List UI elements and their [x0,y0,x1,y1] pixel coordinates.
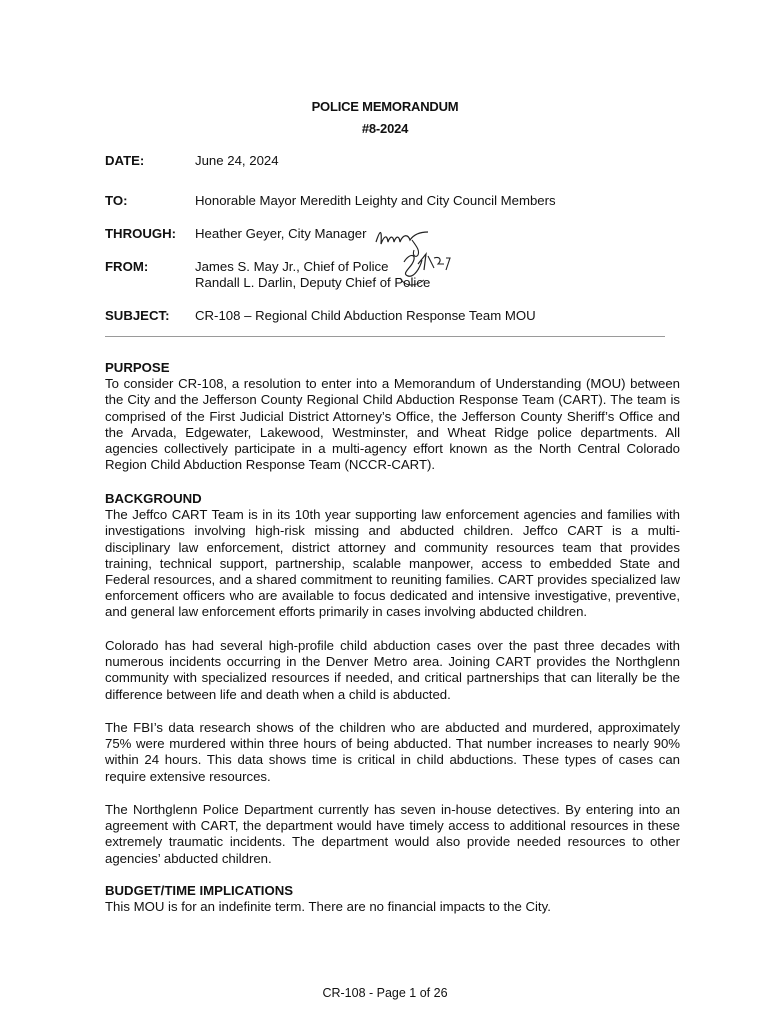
background-section-3 [105,720,680,785]
date-label: DATE: [105,153,145,168]
page-footer: CR-108 - Page 1 of 26 [322,986,448,1000]
subject-value: CR-108 – Regional Child Abduction Response Team MOU [195,308,536,323]
background-section-2 [105,638,680,703]
purpose-heading: PURPOSE [105,360,170,375]
purpose-section [105,360,680,473]
budget-text: This MOU is for an indefinite term. There are no financial impacts to the City. [105,899,551,915]
background-heading: BACKGROUND [105,491,202,506]
through-label: THROUGH: [105,226,177,241]
purpose-text: To consider CR-108, a resolution to enter into a Memorandum of Understanding (MOU) between the City and the Jefferson County Regional Child Abduction Response Team (CART). The team is comprised of the First Judicial District Attorney’s Office, the Jefferson County Sheriff’s Office and the Arvada, Edgewater, Lakewood, Westminster, and Wheat Ridge police departments. All agencies collectively participate in a multi-agency effort known as the North Central Colorado Region Child Abduction Response Team (NCCR-CART). [105,376,680,473]
to-label: TO: [105,193,128,208]
header-divider [105,336,665,337]
from-line-chief: James S. May Jr., Chief of Police [195,259,389,274]
background-paragraph: The Northglenn Police Department currently has seven in-house detectives. By entering into an agreement with CART, the department would have timely access to additional resources in these extremely traumatic incidents. The department would also provide needed resources to other agencies’ abducted children. [105,802,680,866]
date-value: June 24, 2024 [195,153,279,168]
through-value: Heather Geyer, City Manager [195,226,367,241]
background-paragraph: Colorado has had several high-profile child abduction cases over the past three decades with numerous incidents occurring in the Denver Metro area. Joining CART provides the Northglenn community with specialized resources if needed, and critical partnerships that can literally be the difference between life and death when a child is abducted. [105,638,680,702]
from-label: FROM: [105,259,149,274]
subject-label: SUBJECT: [105,308,170,323]
memo-title: POLICE MEMORANDUM [311,99,459,114]
chief-signature-icon [394,248,458,292]
budget-section [105,883,680,915]
background-section [105,491,680,621]
background-paragraph: The FBI’s data research shows of the children who are abducted and murdered, approximately 75% were murdered within three hours of being abducted. That number increases to nearly 90% within 24 hours. This data shows time is critical in child abductions. These types of cases can require extensive resources. [105,720,680,784]
background-paragraph: The Jeffco CART Team is in its 10th year supporting law enforcement agencies and families with investigations involving high-risk missing and abducted children. Jeffco CART is a multi-disciplinary law enforcement, district attorney and community resources team that provides training, technical support, partnership, scalable manpower, access to embedded State and Federal resources, and a shared commitment to reuniting families. CART provides specialized law enforcement officers who are available to focus dedicated and intensive investigative, preventive, and general law enforcement efforts primarily in cases involving abducted children. [105,507,680,620]
budget-heading: BUDGET/TIME IMPLICATIONS [105,883,294,898]
to-value: Honorable Mayor Meredith Leighty and City Council Members [195,193,556,208]
from-line-deputy: Randall L. Darlin, Deputy Chief of Police [195,275,431,290]
background-section-4 [105,802,680,867]
memo-number: #8-2024 [361,121,409,136]
